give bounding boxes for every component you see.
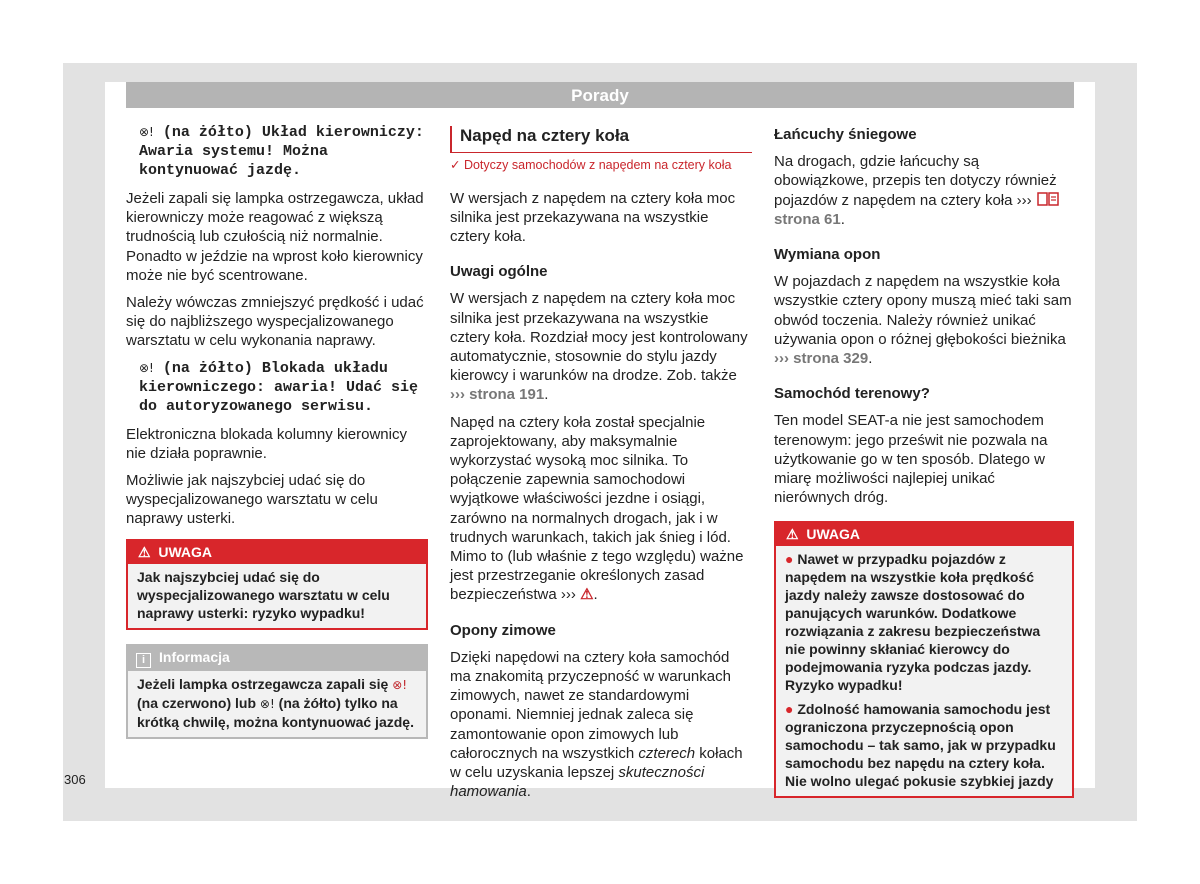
warning-triangle-icon: ⚠	[138, 543, 151, 560]
warning-bullet: ● Nawet w przypadku pojazdów z napędem na wszystkie koła prędkość jazdy należy zawsze dostosować do panujących warunków. Dodatkowe rozwiązania z zakresu bezpieczeństwa nie powinny skłaniać kierowcy do podejmowania ryzyka podczas jazdy. Ryzyko wypadku!	[785, 551, 1041, 694]
subheading: Łańcuchy śniegowe	[774, 126, 917, 143]
info-box	[126, 644, 428, 739]
paragraph: Napęd na cztery koła został specjalnie zaprojektowany, aby maksymalnie wykorzystać wysoką moc silnika. To połączenie zapewnia samochodowi wyjątkowe właściwości jezdne i osiągi, zarówno na normalnych drogach, jak i w trudnych warunkach, takich jak śnieg i lód. Mimo to (lub właśnie z tego względu) ważne jest przestrzeganie określonych zasad bezpieczeństwa ››› ⚠.	[450, 413, 744, 604]
warning-box	[774, 521, 1074, 798]
section-title: Napęd na cztery koła	[450, 126, 752, 153]
info-body: Jeżeli lampka ostrzegawcza zapali się ⊗! (na czerwono) lub ⊗! (na żółto) tylko na krótką chwilę, można kontynuować jazdę.	[128, 671, 426, 737]
applies-note: ✓ Dotyczy samochodów z napędem na cztery koła	[450, 158, 732, 172]
steering-warning-lamp-icon: ⊗!	[392, 677, 408, 692]
warning-ref-icon[interactable]: ⚠	[580, 586, 594, 604]
subheading: Opony zimowe	[450, 621, 556, 639]
subheading: Uwagi ogólne	[450, 263, 548, 281]
warning-header: ⚠ UWAGA	[776, 523, 1072, 546]
steering-fault-heading: ⊗! (na żółto) Układ kierowniczy: Awaria systemu! Można kontynuować jazdę.	[139, 124, 424, 179]
column-left	[126, 123, 428, 739]
paragraph: Należy wówczas zmniejszyć prędkość i udać się do najbliższego wyspecjalizowanego warsztatu w celu wykonania naprawy.	[126, 294, 424, 350]
book-reference-icon	[1036, 192, 1060, 207]
page-number: 306	[64, 772, 86, 787]
paragraph: W wersjach z napędem na cztery koła moc silnika jest przekazywana na wszystkie cztery koła.	[450, 189, 736, 245]
steering-warning-lamp-icon: ⊗!	[259, 696, 275, 711]
info-header: i Informacja	[128, 646, 426, 671]
subheading: Wymiana opon	[774, 246, 881, 264]
paragraph: Możliwie jak najszybciej udać się do wyspecjalizowanego warsztatu w celu naprawy usterki.	[126, 472, 378, 528]
paragraph: Jeżeli zapali się lampka ostrzegawcza, układ kierowniczy może reagować z większą trudnością lub czułością niż normalnie. Ponadto w jeździe na wprost koło kierownicy może nie być scentrowane.	[126, 190, 424, 284]
subheading: Samochód terenowy?	[774, 385, 930, 403]
steering-warning-lamp-icon: ⊗!	[139, 125, 154, 139]
paragraph: W wersjach z napędem na cztery koła moc silnika jest przekazywana na wszystkie cztery koła. Rozdział mocy jest kontrolowany automatycznie, stosownie do stylu jazdy kierowcy i warunków na drodze. Zob. także ››› strona 191.	[450, 290, 748, 404]
warning-box	[126, 539, 428, 630]
page-link[interactable]: strona 61	[774, 210, 841, 228]
column-right	[774, 123, 1074, 812]
paragraph: Dzięki napędowi na cztery koła samochód ma znakomitą przyczepność w warunkach zimowych, nawet ze standardowymi oponami. Niemniej jednak zaleca się zamontowanie opon zimowych lub całorocznych na wszystkich czterech kołach w celu uzyskania lepszej skuteczności hamowania.	[450, 648, 743, 801]
warning-bullet: ● Zdolność hamowania samochodu jest ograniczona przyczepnością opon samochodu – tak samo, jak w przypadku samochodu bez napędu na cztery koła. Nie wolno ulegać pokusie szybkiej jazdy	[785, 701, 1056, 790]
warning-body	[776, 546, 1072, 796]
paragraph: Ten model SEAT-a nie jest samochodem terenowym: jego prześwit nie pozwala na użytkowanie go w ten sposób. Dlatego w miarę możliwości najlepiej unikać nierównych dróg.	[774, 412, 1048, 507]
bullet-icon: ●	[785, 551, 794, 568]
paragraph: W pojazdach z napędem na wszystkie koła wszystkie cztery opony muszą mieć taki sam obwód toczenia. Należy również unikać używania opon o różnej głębokości bieżnika ››› strona 329.	[774, 273, 1072, 368]
page-link[interactable]: ››› strona 191	[450, 386, 545, 404]
warning-triangle-icon: ⚠	[786, 526, 799, 543]
paragraph: Elektroniczna blokada kolumny kierownicy nie działa poprawnie.	[126, 425, 407, 462]
column-middle	[450, 123, 752, 809]
steering-warning-lamp-icon: ⊗!	[139, 360, 154, 375]
steering-lock-heading: ⊗! (na żółto) Blokada układu kierowniczego: awaria! Udać się do autoryzowanego serwisu.	[139, 359, 419, 415]
warning-header: ⚠ UWAGA	[128, 541, 426, 564]
paragraph: Na drogach, gdzie łańcuchy są obowiązkowe, przepis ten dotyczy również pojazdów z napędem na cztery koła ››› strona 61.	[774, 152, 1074, 229]
warning-body: Jak najszybciej udać się do wyspecjalizowanego warsztatu w celu naprawy usterki: ryzyko wypadku!	[128, 564, 426, 628]
bullet-icon: ●	[785, 701, 794, 718]
info-icon: i	[136, 653, 151, 668]
page-link[interactable]: ››› strona 329	[774, 350, 869, 368]
section-header: Porady	[126, 82, 1074, 108]
